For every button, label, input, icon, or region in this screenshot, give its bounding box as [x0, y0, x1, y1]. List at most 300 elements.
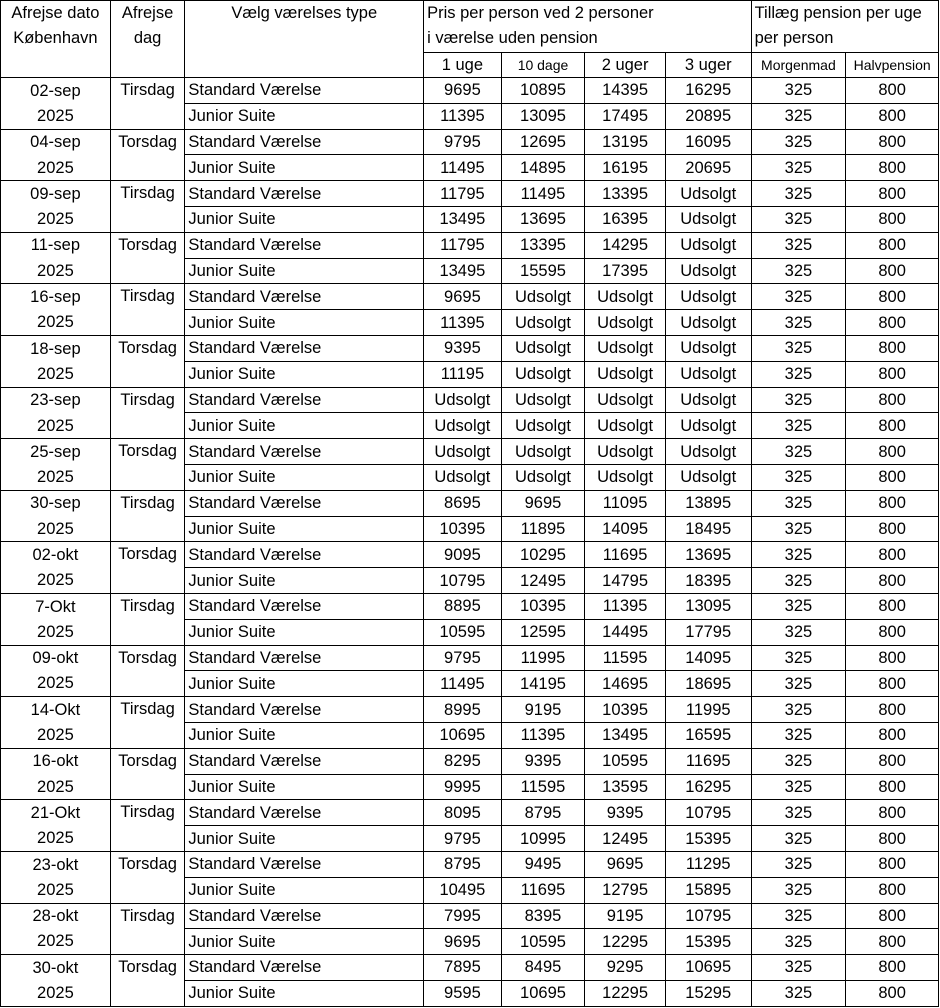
departure-date-cell: 30-sep: [1, 490, 111, 516]
departure-date-cell: 2025: [1, 826, 111, 852]
price-cell: Udsolgt: [585, 284, 666, 310]
halvpension-cell: 800: [846, 671, 939, 697]
departure-day-cell: Tirsdag: [110, 284, 185, 336]
price-cell: 15295: [665, 980, 751, 1006]
header-1-uge: 1 uge: [424, 53, 502, 78]
price-cell: 12595: [501, 619, 585, 645]
morgenmad-cell: 325: [751, 490, 846, 516]
price-cell: 9095: [424, 542, 502, 568]
table-row: [1, 490, 939, 516]
price-cell: Udsolgt: [501, 361, 585, 387]
halvpension-cell: 800: [846, 206, 939, 232]
table-row: [1, 335, 939, 361]
price-cell: 10995: [501, 826, 585, 852]
price-cell: 18395: [665, 568, 751, 594]
price-cell: 15895: [665, 877, 751, 903]
morgenmad-cell: 325: [751, 155, 846, 181]
room-type-cell: Junior Suite: [185, 413, 424, 439]
price-cell: 11695: [585, 542, 666, 568]
departure-day-cell: Torsdag: [110, 232, 185, 284]
halvpension-cell: 800: [846, 78, 939, 104]
header-departure-day-line1: Afrejse: [121, 4, 174, 22]
room-type-cell: Standard Værelse: [185, 284, 424, 310]
departure-date-cell: 2025: [1, 361, 111, 387]
price-cell: 13695: [665, 542, 751, 568]
header-room-type-label: Vælg værelses type: [231, 4, 378, 22]
departure-day-cell: Tirsdag: [110, 181, 185, 233]
price-cell: Udsolgt: [665, 181, 751, 207]
halvpension-cell: 800: [846, 800, 939, 826]
halvpension-cell: 800: [846, 826, 939, 852]
halvpension-cell: 800: [846, 464, 939, 490]
room-type-cell: Standard Værelse: [185, 851, 424, 877]
price-cell: Udsolgt: [665, 310, 751, 336]
price-cell: 9595: [424, 980, 502, 1006]
halvpension-cell: 800: [846, 387, 939, 413]
halvpension-cell: 800: [846, 413, 939, 439]
price-cell: 11495: [501, 181, 585, 207]
departure-date-cell: 16-sep: [1, 284, 111, 310]
price-cell: 10895: [501, 78, 585, 104]
price-cell: 11495: [424, 155, 502, 181]
price-cell: Udsolgt: [424, 413, 502, 439]
halvpension-cell: 800: [846, 903, 939, 929]
departure-date-cell: 25-sep: [1, 439, 111, 465]
price-cell: 9695: [501, 490, 585, 516]
morgenmad-cell: 325: [751, 722, 846, 748]
price-cell: Udsolgt: [424, 464, 502, 490]
price-cell: 10595: [585, 748, 666, 774]
room-type-cell: Standard Værelse: [185, 955, 424, 981]
room-type-cell: Standard Værelse: [185, 697, 424, 723]
halvpension-cell: 800: [846, 619, 939, 645]
price-cell: 9395: [424, 335, 502, 361]
price-cell: 13495: [424, 206, 502, 232]
price-cell: Udsolgt: [585, 413, 666, 439]
price-cell: 17795: [665, 619, 751, 645]
morgenmad-cell: 325: [751, 826, 846, 852]
room-type-cell: Standard Værelse: [185, 490, 424, 516]
halvpension-cell: 800: [846, 103, 939, 129]
departure-date-cell: 2025: [1, 464, 111, 490]
price-cell: 20895: [665, 103, 751, 129]
price-cell: Udsolgt: [501, 335, 585, 361]
header-price-group-line2: i værelse uden pension: [427, 29, 598, 47]
price-cell: 8795: [501, 800, 585, 826]
header-3-uger: 3 uger: [665, 53, 751, 78]
price-cell: 12295: [585, 929, 666, 955]
departure-day-cell: Torsdag: [110, 439, 185, 491]
price-cell: 7995: [424, 903, 502, 929]
price-cell: 9395: [585, 800, 666, 826]
departure-day-cell: Torsdag: [110, 748, 185, 800]
morgenmad-cell: 325: [751, 413, 846, 439]
header-departure-date-line1: Afrejse dato: [11, 4, 100, 22]
price-cell: 11595: [501, 774, 585, 800]
price-cell: 12695: [501, 129, 585, 155]
departure-day-cell: Torsdag: [110, 335, 185, 387]
price-cell: 11395: [585, 593, 666, 619]
price-cell: 11695: [501, 877, 585, 903]
halvpension-cell: 800: [846, 516, 939, 542]
price-cell: 10495: [424, 877, 502, 903]
departure-date-cell: 23-okt: [1, 851, 111, 877]
header-pension-group-line2: per person: [754, 29, 834, 47]
price-cell: 14295: [585, 232, 666, 258]
room-type-cell: Standard Værelse: [185, 542, 424, 568]
departure-day-cell: Torsdag: [110, 542, 185, 594]
price-cell: 15395: [665, 929, 751, 955]
halvpension-cell: 800: [846, 155, 939, 181]
price-cell: 14095: [665, 645, 751, 671]
price-cell: 10695: [424, 722, 502, 748]
table-row: [1, 78, 939, 104]
price-cell: 7895: [424, 955, 502, 981]
morgenmad-cell: 325: [751, 284, 846, 310]
price-cell: 11595: [585, 645, 666, 671]
price-cell: 10595: [424, 619, 502, 645]
price-cell: 9495: [501, 851, 585, 877]
price-cell: 8095: [424, 800, 502, 826]
price-cell: 13695: [501, 206, 585, 232]
morgenmad-cell: 325: [751, 258, 846, 284]
table-row: [1, 232, 939, 258]
departure-date-cell: 02-sep: [1, 78, 111, 104]
halvpension-cell: 800: [846, 181, 939, 207]
departure-day-cell: Torsdag: [110, 645, 185, 697]
room-type-cell: Standard Værelse: [185, 748, 424, 774]
price-cell: 10795: [665, 903, 751, 929]
departure-date-cell: 18-sep: [1, 335, 111, 361]
departure-date-cell: 04-sep: [1, 129, 111, 155]
morgenmad-cell: 325: [751, 335, 846, 361]
price-cell: 13495: [424, 258, 502, 284]
price-cell: 16295: [665, 78, 751, 104]
halvpension-cell: 800: [846, 258, 939, 284]
morgenmad-cell: 325: [751, 593, 846, 619]
price-cell: 9695: [424, 78, 502, 104]
halvpension-cell: 800: [846, 232, 939, 258]
table-row: [1, 387, 939, 413]
morgenmad-cell: 325: [751, 387, 846, 413]
morgenmad-cell: 325: [751, 800, 846, 826]
price-cell: 13095: [665, 593, 751, 619]
price-cell: 13095: [501, 103, 585, 129]
header-10-dage: 10 dage: [501, 53, 585, 78]
morgenmad-cell: 325: [751, 206, 846, 232]
halvpension-cell: 800: [846, 490, 939, 516]
price-cell: Udsolgt: [585, 335, 666, 361]
price-cell: 11395: [501, 722, 585, 748]
morgenmad-cell: 325: [751, 103, 846, 129]
price-cell: 9695: [424, 929, 502, 955]
halvpension-cell: 800: [846, 851, 939, 877]
room-type-cell: Junior Suite: [185, 155, 424, 181]
header-halvpension: Halvpension: [846, 53, 939, 78]
price-cell: Udsolgt: [585, 439, 666, 465]
departure-day-cell: Tirsdag: [110, 387, 185, 439]
room-type-cell: Standard Værelse: [185, 78, 424, 104]
room-type-cell: Junior Suite: [185, 568, 424, 594]
departure-date-cell: 2025: [1, 310, 111, 336]
price-cell: 16195: [585, 155, 666, 181]
departure-date-cell: 2025: [1, 155, 111, 181]
price-cell: Udsolgt: [665, 413, 751, 439]
departure-date-cell: 2025: [1, 206, 111, 232]
price-cell: 16095: [665, 129, 751, 155]
header-pension-group-line1: Tillæg pension per uge: [754, 4, 922, 22]
room-type-cell: Standard Værelse: [185, 903, 424, 929]
morgenmad-cell: 325: [751, 671, 846, 697]
morgenmad-cell: 325: [751, 645, 846, 671]
departure-date-cell: 2025: [1, 980, 111, 1006]
price-cell: Udsolgt: [501, 439, 585, 465]
morgenmad-cell: 325: [751, 980, 846, 1006]
price-cell: 10395: [424, 516, 502, 542]
halvpension-cell: 800: [846, 568, 939, 594]
morgenmad-cell: 325: [751, 464, 846, 490]
price-cell: Udsolgt: [424, 439, 502, 465]
morgenmad-cell: 325: [751, 697, 846, 723]
price-cell: 10695: [501, 980, 585, 1006]
price-cell: 9195: [585, 903, 666, 929]
price-cell: Udsolgt: [665, 387, 751, 413]
halvpension-cell: 800: [846, 335, 939, 361]
header-price-group-line1: Pris per person ved 2 personer: [427, 4, 654, 22]
room-type-cell: Standard Værelse: [185, 181, 424, 207]
halvpension-cell: 800: [846, 748, 939, 774]
room-type-cell: Junior Suite: [185, 619, 424, 645]
price-cell: 17495: [585, 103, 666, 129]
departure-day-cell: Torsdag: [110, 955, 185, 1007]
price-cell: Udsolgt: [665, 335, 751, 361]
price-cell: Udsolgt: [501, 310, 585, 336]
price-cell: 17395: [585, 258, 666, 284]
morgenmad-cell: 325: [751, 129, 846, 155]
header-departure-day-line2: dag: [133, 29, 162, 47]
price-cell: Udsolgt: [585, 361, 666, 387]
price-cell: 11495: [424, 671, 502, 697]
price-cell: 8895: [424, 593, 502, 619]
price-cell: 14795: [585, 568, 666, 594]
price-cell: 8695: [424, 490, 502, 516]
price-cell: 15595: [501, 258, 585, 284]
table-row: [1, 955, 939, 981]
price-cell: 11395: [424, 103, 502, 129]
price-cell: Udsolgt: [585, 387, 666, 413]
price-cell: 11095: [585, 490, 666, 516]
departure-day-cell: Torsdag: [110, 851, 185, 903]
halvpension-cell: 800: [846, 645, 939, 671]
price-cell: 9295: [585, 955, 666, 981]
room-type-cell: Standard Værelse: [185, 387, 424, 413]
price-cell: 11795: [424, 232, 502, 258]
departure-day-cell: Tirsdag: [110, 490, 185, 542]
price-cell: 13495: [585, 722, 666, 748]
room-type-cell: Junior Suite: [185, 722, 424, 748]
price-cell: 20695: [665, 155, 751, 181]
room-type-cell: Standard Værelse: [185, 232, 424, 258]
departure-day-cell: Tirsdag: [110, 903, 185, 955]
price-cell: Udsolgt: [501, 464, 585, 490]
halvpension-cell: 800: [846, 697, 939, 723]
price-cell: 12495: [585, 826, 666, 852]
morgenmad-cell: 325: [751, 568, 846, 594]
departure-day-cell: Tirsdag: [110, 697, 185, 749]
header-price-group: [424, 1, 751, 53]
room-type-cell: Junior Suite: [185, 980, 424, 1006]
room-type-cell: Junior Suite: [185, 464, 424, 490]
morgenmad-cell: 325: [751, 542, 846, 568]
table-row: [1, 284, 939, 310]
morgenmad-cell: 325: [751, 361, 846, 387]
departure-date-cell: 2025: [1, 516, 111, 542]
morgenmad-cell: 325: [751, 851, 846, 877]
halvpension-cell: 800: [846, 722, 939, 748]
price-cell: Udsolgt: [665, 361, 751, 387]
room-type-cell: Junior Suite: [185, 774, 424, 800]
header-pension-group: [751, 1, 938, 53]
room-type-cell: Junior Suite: [185, 671, 424, 697]
price-cell: 18695: [665, 671, 751, 697]
halvpension-cell: 800: [846, 310, 939, 336]
price-cell: Udsolgt: [665, 258, 751, 284]
halvpension-cell: 800: [846, 284, 939, 310]
morgenmad-cell: 325: [751, 619, 846, 645]
table-row: [1, 181, 939, 207]
departure-date-cell: 11-sep: [1, 232, 111, 258]
morgenmad-cell: 325: [751, 955, 846, 981]
room-type-cell: Junior Suite: [185, 516, 424, 542]
halvpension-cell: 800: [846, 542, 939, 568]
price-cell: 12795: [585, 877, 666, 903]
price-cell: 12495: [501, 568, 585, 594]
room-type-cell: Standard Værelse: [185, 129, 424, 155]
price-cell: 9695: [424, 284, 502, 310]
header-departure-date-line2: København: [13, 29, 98, 47]
departure-date-cell: 02-okt: [1, 542, 111, 568]
price-cell: 10795: [665, 800, 751, 826]
departure-date-cell: 2025: [1, 774, 111, 800]
departure-date-cell: 14-Okt: [1, 697, 111, 723]
departure-date-cell: 09-okt: [1, 645, 111, 671]
room-type-cell: Junior Suite: [185, 206, 424, 232]
room-type-cell: Standard Værelse: [185, 335, 424, 361]
room-type-cell: Junior Suite: [185, 361, 424, 387]
header-departure-day: [110, 1, 185, 78]
halvpension-cell: 800: [846, 955, 939, 981]
table-row: [1, 542, 939, 568]
table-row: [1, 903, 939, 929]
price-cell: 9795: [424, 129, 502, 155]
price-cell: 13395: [501, 232, 585, 258]
price-cell: 10695: [665, 955, 751, 981]
room-type-cell: Standard Værelse: [185, 645, 424, 671]
room-type-cell: Junior Suite: [185, 310, 424, 336]
price-cell: 9795: [424, 645, 502, 671]
departure-date-cell: 21-Okt: [1, 800, 111, 826]
departure-date-cell: 7-Okt: [1, 593, 111, 619]
price-cell: 9695: [585, 851, 666, 877]
table-row: [1, 439, 939, 465]
price-cell: 9395: [501, 748, 585, 774]
price-cell: 11795: [424, 181, 502, 207]
departure-date-cell: 2025: [1, 671, 111, 697]
departure-date-cell: 2025: [1, 722, 111, 748]
price-cell: 13395: [585, 181, 666, 207]
table-row: [1, 800, 939, 826]
price-cell: 9195: [501, 697, 585, 723]
price-cell: 14695: [585, 671, 666, 697]
price-cell: Udsolgt: [665, 206, 751, 232]
room-type-cell: Junior Suite: [185, 929, 424, 955]
halvpension-cell: 800: [846, 980, 939, 1006]
price-cell: 14495: [585, 619, 666, 645]
price-cell: 9995: [424, 774, 502, 800]
departure-date-cell: 30-okt: [1, 955, 111, 981]
departure-day-cell: Tirsdag: [110, 593, 185, 645]
halvpension-cell: 800: [846, 129, 939, 155]
price-cell: 14195: [501, 671, 585, 697]
departure-date-cell: 2025: [1, 877, 111, 903]
price-cell: 10395: [501, 593, 585, 619]
header-morgenmad: Morgenmad: [751, 53, 846, 78]
price-cell: 10595: [501, 929, 585, 955]
header-room-type: [185, 1, 424, 78]
departure-date-cell: 2025: [1, 413, 111, 439]
table-row: [1, 697, 939, 723]
table-body: [1, 78, 939, 1007]
price-cell: 11395: [424, 310, 502, 336]
price-cell: 18495: [665, 516, 751, 542]
morgenmad-cell: 325: [751, 877, 846, 903]
price-cell: 11695: [665, 748, 751, 774]
morgenmad-cell: 325: [751, 929, 846, 955]
morgenmad-cell: 325: [751, 310, 846, 336]
departure-date-cell: 2025: [1, 929, 111, 955]
price-cell: 9795: [424, 826, 502, 852]
price-cell: Udsolgt: [665, 464, 751, 490]
price-cell: 14395: [585, 78, 666, 104]
price-cell: 16395: [585, 206, 666, 232]
morgenmad-cell: 325: [751, 439, 846, 465]
price-cell: 11895: [501, 516, 585, 542]
price-cell: 12295: [585, 980, 666, 1006]
price-cell: 14095: [585, 516, 666, 542]
price-cell: 10295: [501, 542, 585, 568]
halvpension-cell: 800: [846, 929, 939, 955]
table-row: [1, 593, 939, 619]
header-2-uger: 2 uger: [585, 53, 666, 78]
morgenmad-cell: 325: [751, 181, 846, 207]
morgenmad-cell: 325: [751, 516, 846, 542]
price-cell: 10795: [424, 568, 502, 594]
room-type-cell: Standard Værelse: [185, 800, 424, 826]
price-cell: Udsolgt: [585, 464, 666, 490]
morgenmad-cell: 325: [751, 748, 846, 774]
room-type-cell: Junior Suite: [185, 826, 424, 852]
price-cell: 11295: [665, 851, 751, 877]
price-cell: Udsolgt: [585, 310, 666, 336]
room-type-cell: Standard Værelse: [185, 439, 424, 465]
table-row: [1, 851, 939, 877]
price-cell: 14895: [501, 155, 585, 181]
price-cell: 10395: [585, 697, 666, 723]
room-type-cell: Junior Suite: [185, 258, 424, 284]
price-cell: 8795: [424, 851, 502, 877]
table-row: [1, 748, 939, 774]
departure-date-cell: 28-okt: [1, 903, 111, 929]
